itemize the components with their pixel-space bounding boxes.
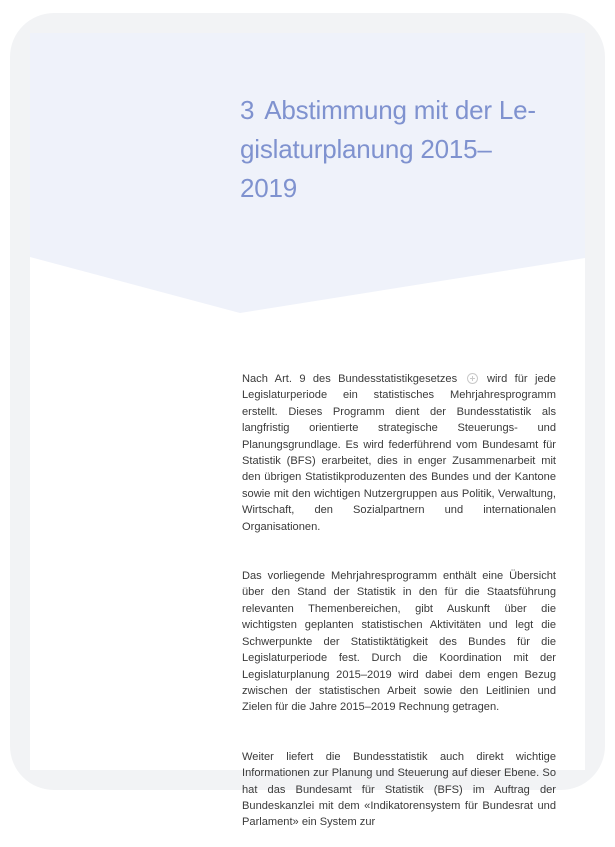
paragraph-1-start: Nach Art. 9 des Bundesstatistikgesetzes (242, 373, 458, 385)
paragraph-3: Weiter liefert die Bundesstatistik auch direkt wichtige Informationen zur Planung und Steuerung auf dieser Ebene. So hat das Bundesamt für Statistik (BFS) im Auftrag der Bundeskanzlei mit dem «Indikatorensystem für Bundesrat und Parlament» ein System zur (242, 750, 556, 829)
plus-circle-icon[interactable] (467, 373, 478, 384)
paragraph-2: Das vorliegende Mehrjahresprogramm enthält eine Übersicht über den Stand der Statistik in den für die Staatsführung relevanten Themenbereichen, gibt Auskunft über die wichtigsten geplanten statistischen Aktivitäten und legt die Schwerpunkte der Statistiktätigkeit des Bundes für die Legislaturperiode fest. Durch die Koordination mit der Legislaturplanung 2015–2019 wird dabei dem engen Bezug zwischen der statistischen Arbeit sowie den Leitlinien und Zielen für die Jahre 2015–2019 Rechnung getragen. (242, 570, 556, 714)
paragraph-1 (242, 371, 556, 535)
chapter-title-line-1: Abstimmung mit der Le- (264, 95, 536, 125)
chapter-number: 3 (240, 95, 255, 125)
chapter-title (240, 91, 570, 208)
clipped-continuation-line (242, 831, 556, 837)
paragraph-1-rest: wird für jede Legislaturperiode ein statistisches Mehrjahresprogramm erstellt. Dieses Programm dient der Bundesstatistik als langfristig orientierte strategische Steuerungs- und Planungsgrundlage. Es wird federführend vom Bundesamt für Statistik (BFS) erarbeitet, dies in enger Zusammenarbeit mit den übrigen Statistikproduzenten des Bundes und der Kantone sowie mit den wichtigen Nutzergruppen aus Politik, Verwaltung, Wirtschaft, den Sozialpartnern und internationalen Organisationen. (242, 373, 556, 533)
body-text (242, 371, 556, 837)
document-page[interactable] (30, 33, 585, 829)
chapter-title-line-3: 2019 (240, 173, 298, 203)
chapter-title-line-2: gislaturplanung 2015– (240, 134, 492, 164)
